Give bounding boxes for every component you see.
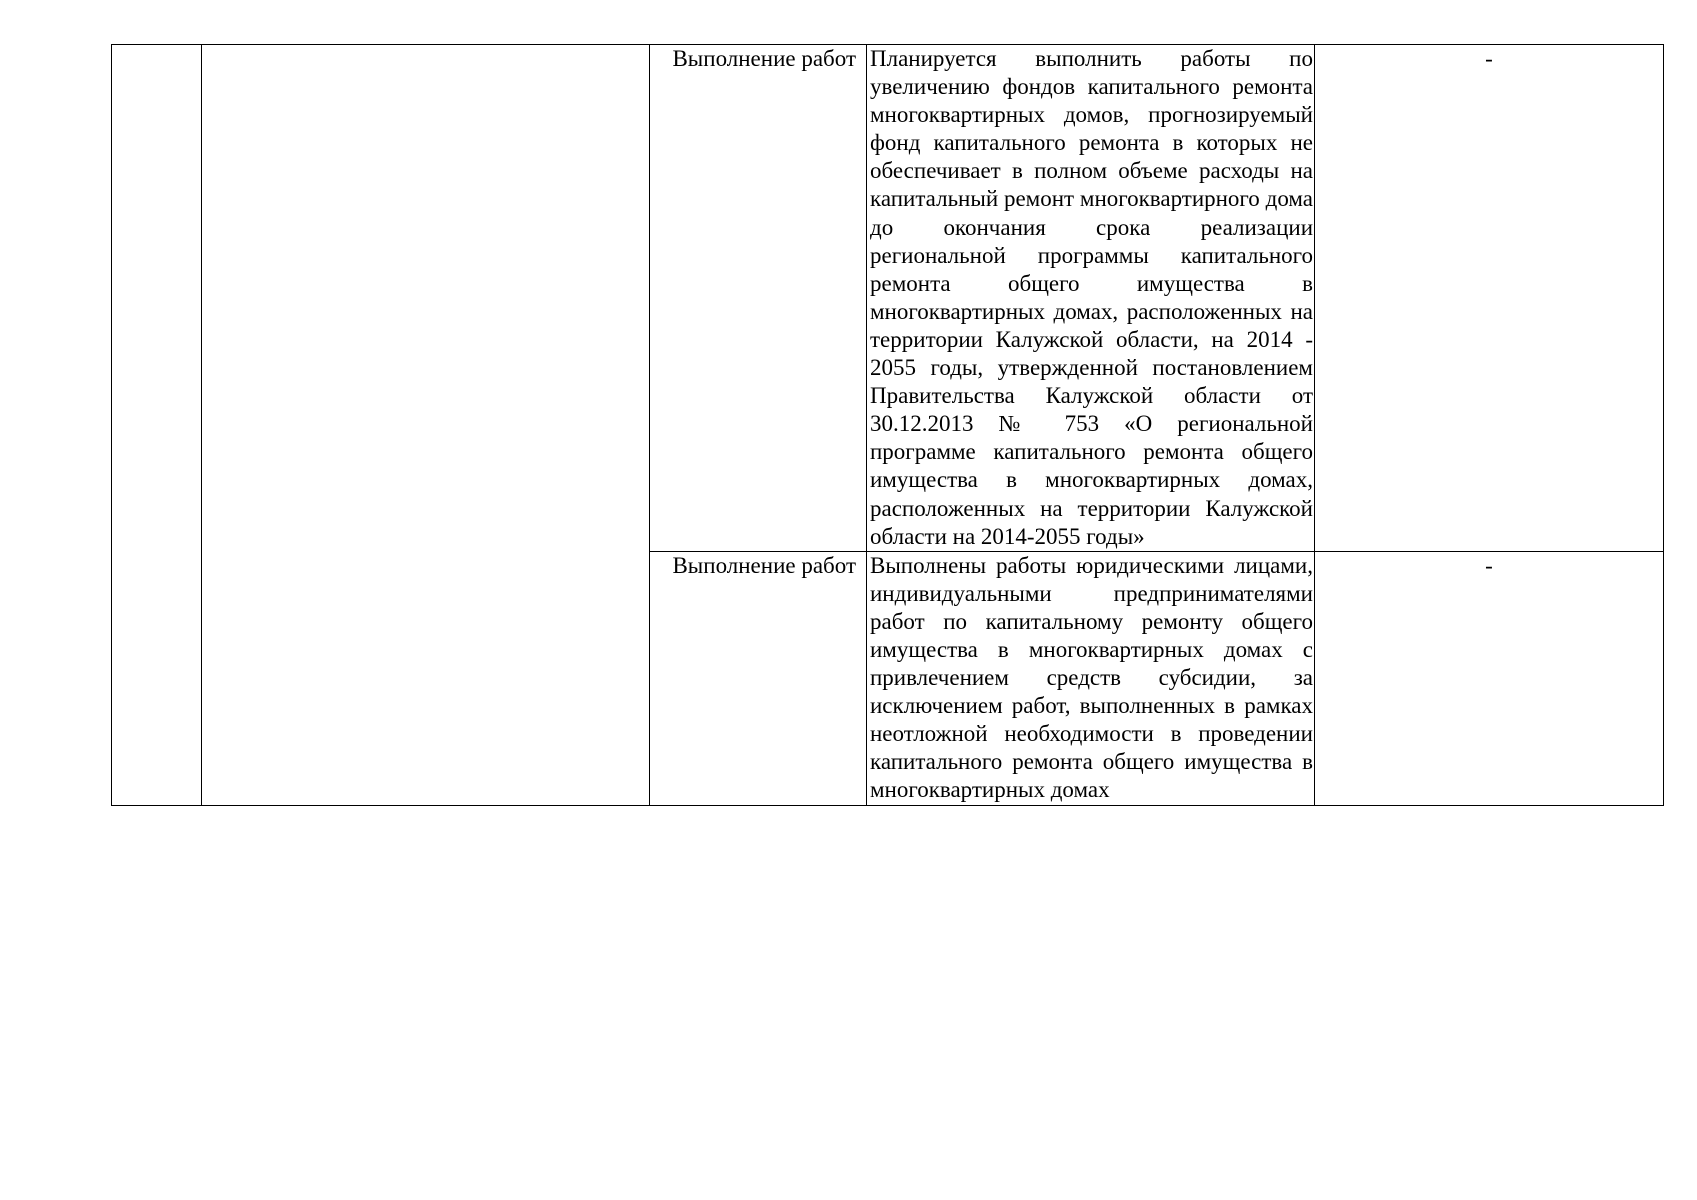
table-row — [112, 45, 1664, 552]
number-cell — [112, 45, 202, 806]
value-cell: - — [1315, 551, 1664, 805]
name-cell — [202, 45, 650, 806]
document-table — [111, 44, 1664, 806]
activity-description-cell: Планируется выполнить работы по увеличению фондов капитального ремонта многоквартирных домов, прогнозируемый фонд капитального ремонта в которых не обеспечивает в полном объеме расходы на капитальный ремонт многоквартирного дома до окончания срока реализации региональной программы капитального ремонта общего имущества в многоквартирных домах, расположенных на территории Калужской области, на 2014 - 2055 годы, утвержденной постановлением Правительства Калужской области от 30.12.2013 № 753 «О региональной программе капитального ремонта общего имущества в многоквартирных домах, расположенных на территории Калужской области на 2014-2055 годы» — [867, 45, 1315, 552]
value-cell: - — [1315, 45, 1664, 552]
activity-type-cell: Выполнение работ — [650, 551, 867, 805]
activity-description-cell: Выполнены работы юридическими лицами, индивидуальными предпринимателями работ по капитальному ремонту общего имущества в многоквартирных домах с привлечением средств субсидии, за исключением работ, выполненных в рамках неотложной необходимости в проведении капитального ремонта общего имущества в многоквартирных домах — [867, 551, 1315, 805]
activity-type-cell: Выполнение работ — [650, 45, 867, 552]
